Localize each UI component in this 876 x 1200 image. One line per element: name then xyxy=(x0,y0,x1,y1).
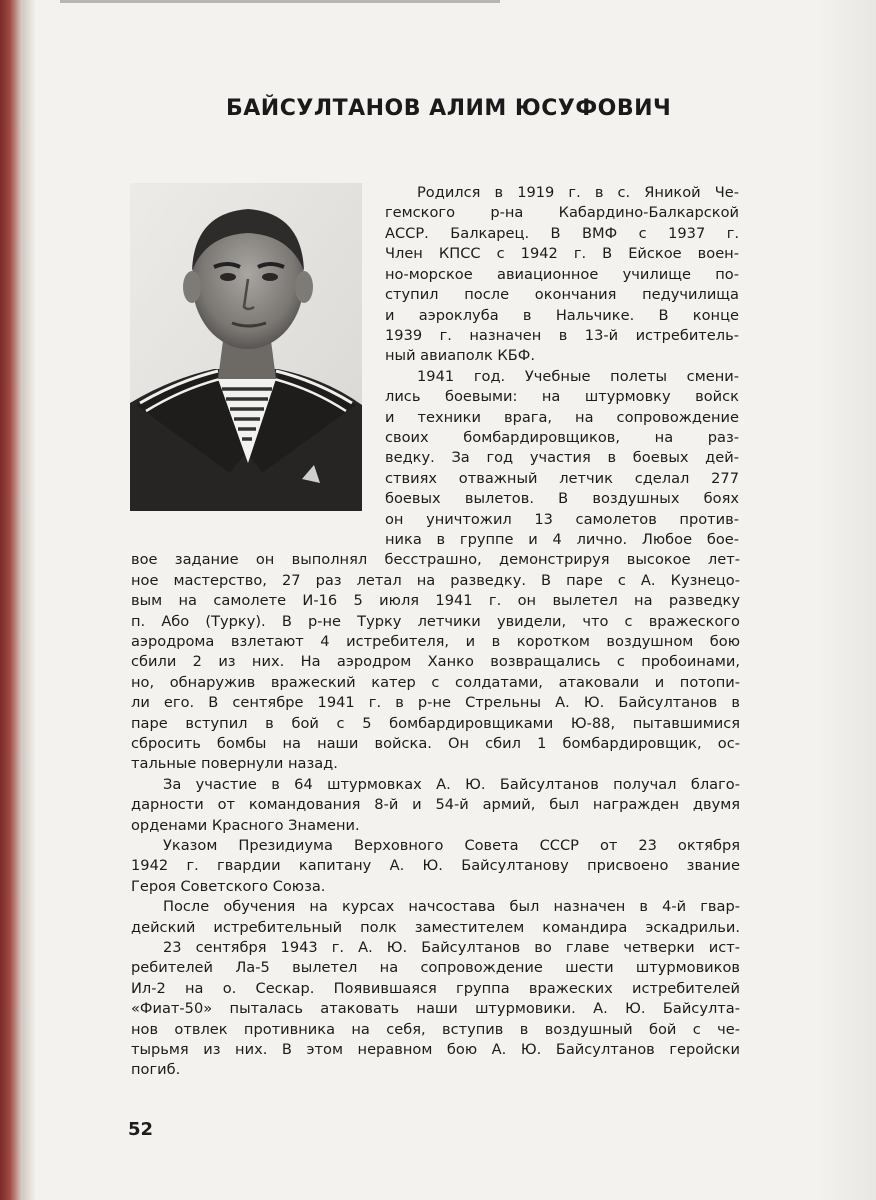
text-line: За участие в 64 штурмовках А. Ю. Байсултанов получал благо- xyxy=(163,776,740,793)
text-line: вым на самолете И-16 5 июля 1941 г. он вылетел на разведку xyxy=(131,592,740,609)
text-line: боевых вылетов. В воздушных боях xyxy=(385,490,739,507)
text-line: паре вступил в бой с 5 бомбардировщиками Ю-88, пытавшимися xyxy=(131,715,740,732)
text-line: орденами Красного Знамени. xyxy=(131,817,360,834)
text-line: Член КПСС с 1942 г. В Ейское воен- xyxy=(385,245,739,262)
text-line: 1942 г. гвардии капитану А. Ю. Байсултанову присвоено звание xyxy=(131,857,740,874)
text-line: лись боевыми: на штурмовку войск xyxy=(385,388,739,405)
page-number: 52 xyxy=(128,1119,154,1140)
text-line: и техники врага, на сопровождение xyxy=(385,409,739,426)
text-line: дейский истребительный полк заместителем командира эскадрильи. xyxy=(131,919,740,936)
text-line: но-морское авиационное училище по- xyxy=(385,266,739,283)
portrait-image xyxy=(130,183,362,511)
text-line: ника в группе и 4 лично. Любое бое- xyxy=(385,531,739,548)
text-line: тальные повернули назад. xyxy=(131,755,338,772)
text-line: ное мастерство, 27 раз летал на разведку. В паре с А. Кузнецо- xyxy=(131,572,740,589)
text-line: он уничтожил 13 самолетов против- xyxy=(385,511,739,528)
text-line: ный авиаполк КБФ. xyxy=(385,347,535,364)
text-line: нов отвлек противника на себя, вступив в воздушный бой с че- xyxy=(131,1021,740,1038)
text-line: сбили 2 из них. На аэродром Ханко возвращались с пробоинами, xyxy=(131,653,740,670)
text-line: ребителей Ла-5 вылетел на сопровождение шести штурмовиков xyxy=(131,959,740,976)
text-line: и аэроклуба в Нальчике. В конце xyxy=(385,307,739,324)
portrait-photo xyxy=(130,183,362,511)
text-line: АССР. Балкарец. В ВМФ с 1937 г. xyxy=(385,225,739,242)
text-line: ступил после окончания педучилища xyxy=(385,286,739,303)
text-line: 23 сентября 1943 г. А. Ю. Байсултанов во главе четверки ист- xyxy=(163,939,740,956)
text-line: дарности от командования 8-й и 54-й армий, был награжден двумя xyxy=(131,796,740,813)
text-line: аэродрома взлетают 4 истребителя, и в коротком воздушном бою xyxy=(131,633,740,650)
text-line: но, обнаружив вражеский катер с солдатами, атаковали и потопи- xyxy=(131,674,740,691)
text-line: вое задание он выполнял бесстрашно, демонстрируя высокое лет- xyxy=(131,551,740,568)
text-line: ведку. За год участия в боевых дей- xyxy=(385,449,739,466)
text-line: Ил-2 на о. Сескар. Появившаяся группа вражеских истребителей xyxy=(131,980,740,997)
text-line: сбросить бомбы на наши войска. Он сбил 1 бомбардировщик, ос- xyxy=(131,735,740,752)
text-line: Героя Советского Союза. xyxy=(131,878,326,895)
text-line: «Фиат-50» пыталась атаковать наши штурмовики. А. Ю. Байсулта- xyxy=(131,1000,740,1017)
text-line: 1939 г. назначен в 13-й истребитель- xyxy=(385,327,739,344)
text-line: После обучения на курсах начсостава был назначен в 4-й гвар- xyxy=(163,898,740,915)
text-line: Указом Президиума Верховного Совета СССР от 23 октября xyxy=(163,837,740,854)
text-line: 1941 год. Учебные полеты смени- xyxy=(417,368,739,385)
text-line: погиб. xyxy=(131,1061,181,1078)
text-line: гемского р-на Кабардино-Балкарской xyxy=(385,204,739,221)
text-line: ли его. В сентябре 1941 г. в р-не Стрельны А. Ю. Байсултанов в xyxy=(131,694,740,711)
text-line: тырьмя из них. В этом неравном бою А. Ю. Байсултанов геройски xyxy=(131,1041,740,1058)
page-title: БАЙСУЛТАНОВ АЛИМ ЮСУФОВИЧ xyxy=(226,96,672,121)
text-line: своих бомбардировщиков, на раз- xyxy=(385,429,739,446)
text-line: ствиях отважный летчик сделал 277 xyxy=(385,470,739,487)
text-line: Родился в 1919 г. в с. Яникой Че- xyxy=(417,184,739,201)
text-line: п. Або (Турку). В р-не Турку летчики увидели, что с вражеского xyxy=(131,613,740,630)
